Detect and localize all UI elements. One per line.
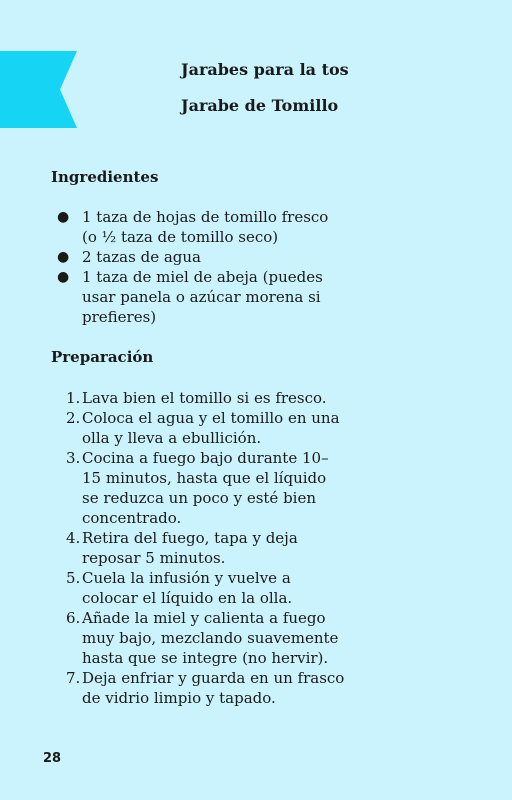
ingredient-item <box>0 247 347 267</box>
step-number: 5. <box>66 569 81 587</box>
ingredient-item <box>0 207 347 247</box>
ingredients-list <box>0 207 512 327</box>
step-number: 6. <box>66 609 81 627</box>
ingredient-item <box>0 267 347 327</box>
bullet-icon: ● <box>57 269 70 285</box>
step-number: 2. <box>66 409 81 427</box>
preparation-steps <box>0 388 512 708</box>
step-text: Cocina a fuego bajo durante 10–15 minutos, hasta que el líquido se reduzca un poco y esté bien concentrado. <box>82 449 329 527</box>
ribbon-banner <box>0 51 77 128</box>
step-item <box>0 448 347 528</box>
step-text: Coloca el agua y el tomillo en una olla y lleva a ebullición. <box>82 409 340 447</box>
step-item <box>0 388 347 408</box>
step-text: Añade la miel y calienta a fuego muy bajo, mezclando suavemente hasta que se integre (no hervir). <box>82 609 339 667</box>
page-number: 28 <box>43 751 62 766</box>
step-item <box>0 568 347 608</box>
ingredient-text: 1 taza de hojas de tomillo fresco (o ½ taza de tomillo seco) <box>82 208 329 246</box>
ingredients-heading: Ingredientes <box>51 168 159 186</box>
ingredient-text: 1 taza de miel de abeja (puedes usar panela o azúcar morena si prefieres) <box>82 268 323 326</box>
step-number: 4. <box>66 529 81 547</box>
bullet-icon: ● <box>57 209 70 225</box>
step-item <box>0 608 347 668</box>
step-number: 7. <box>66 669 81 687</box>
step-item <box>0 528 347 568</box>
recipe-title: Jarabe de Tomillo <box>181 96 339 115</box>
step-text: Cuela la infusión y vuelve a colocar el líquido en la olla. <box>82 569 293 607</box>
preparation-heading: Preparación <box>51 348 154 366</box>
step-text: Deja enfriar y guarda en un frasco de vidrio limpio y tapado. <box>82 669 345 707</box>
step-number: 3. <box>66 449 81 467</box>
step-text: Lava bien el tomillo si es fresco. <box>82 389 327 407</box>
bullet-icon: ● <box>57 249 70 265</box>
step-number: 1. <box>66 389 81 407</box>
ingredient-text: 2 tazas de agua <box>82 248 201 266</box>
step-text: Retira del fuego, tapa y deja reposar 5 minutos. <box>82 529 298 567</box>
step-item <box>0 408 347 448</box>
step-item <box>0 668 347 708</box>
page-title: Jarabes para la tos <box>181 60 349 79</box>
